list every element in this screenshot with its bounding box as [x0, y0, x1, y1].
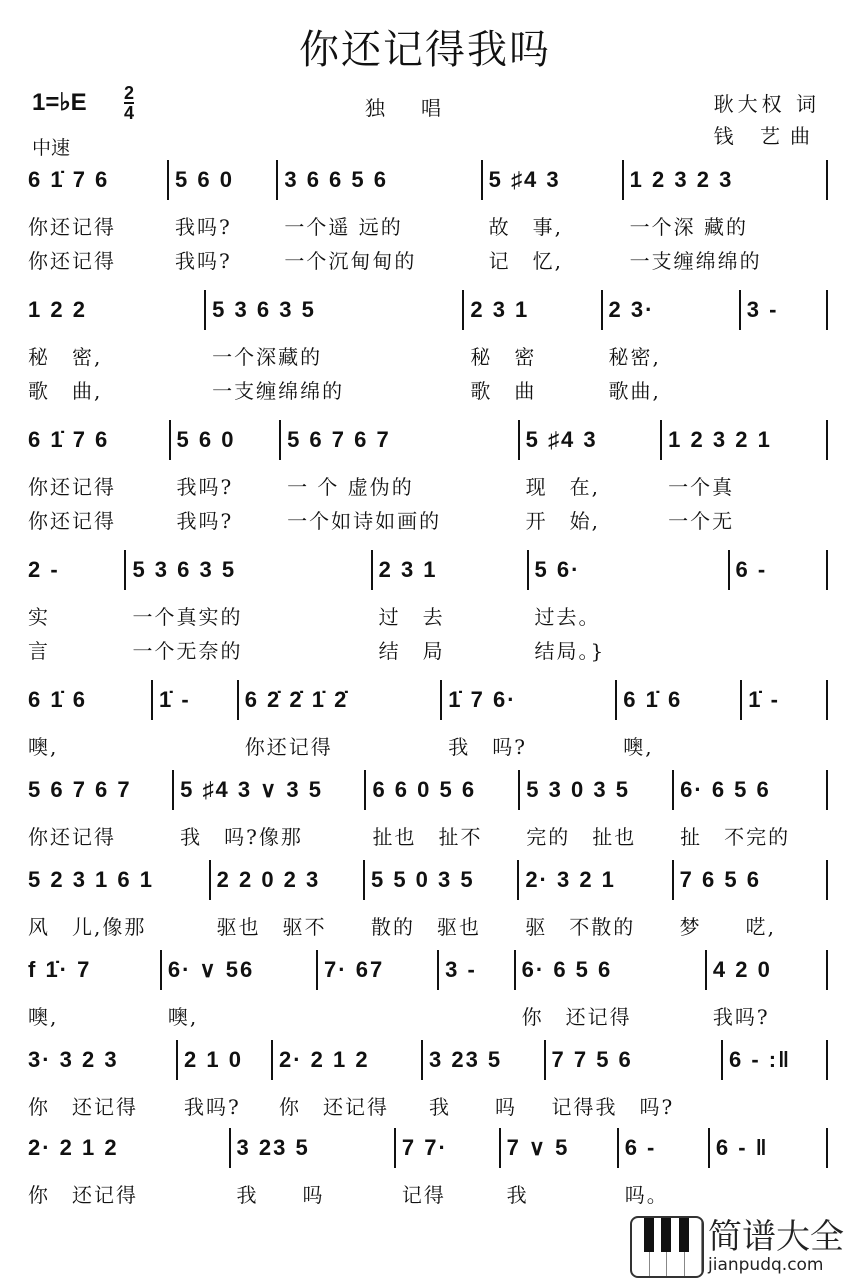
composer-credit: 钱 艺曲	[713, 124, 820, 148]
measure: 1 2 3 2 3	[624, 160, 828, 200]
lyric-segment: 噢,	[28, 735, 59, 759]
lyric-segment: 故 事,	[488, 215, 564, 239]
lyric-segment	[730, 638, 828, 664]
score-row	[28, 290, 828, 404]
time-signature	[124, 84, 134, 122]
measure: 7 ∨ 5	[501, 1128, 619, 1168]
measure: 5 6 7 6 7	[28, 770, 174, 810]
lyric-segment	[723, 1094, 828, 1120]
song-title: 你还记得我吗	[299, 27, 551, 73]
measure: 2 3 1	[464, 290, 602, 330]
lyric-segment: 我吗?	[176, 475, 234, 499]
lyric-segment: 你 还记得	[279, 1095, 389, 1119]
score-row	[28, 1040, 828, 1120]
lyric-segment: 一支缠绵绵的	[212, 379, 345, 403]
measure: 5 3 6 3 5	[126, 550, 372, 590]
lyric-segment: 秘 密	[470, 345, 537, 369]
lyric-segment: 我吗?	[175, 249, 232, 273]
lyric-segment: 你还记得	[244, 735, 333, 759]
lyric-segment: 记得我 吗?	[551, 1095, 675, 1119]
measure: 1̇ 7 6·	[442, 680, 617, 720]
lyric-segment: 你还记得	[28, 509, 116, 533]
measure: 3 6 6 5 6	[278, 160, 482, 200]
lyric-segment: 现 在,	[525, 475, 600, 499]
watermark-name: 简谱大全	[708, 1217, 844, 1257]
measure: 6 - :‖	[723, 1040, 828, 1080]
lyric-segment: 我 吗?像那	[180, 825, 303, 849]
measure: 6· ∨ 56	[162, 950, 318, 990]
score-row	[28, 950, 828, 1030]
lyric-segment: 你还记得	[28, 249, 116, 273]
lyric-segment: 过去。	[534, 605, 601, 629]
lyric-segment: 你还记得	[28, 215, 116, 239]
measure: 5 ♯4 3	[483, 160, 624, 200]
measure: 3 23 5	[423, 1040, 546, 1080]
lyric-segment: 扯也 扯不	[372, 825, 483, 849]
measure: 3 23 5	[231, 1128, 396, 1168]
lyric-segment: 一个无	[668, 509, 735, 533]
lyric-segment: 扯 不完的	[680, 825, 791, 849]
lyric-segment: 我吗?	[712, 1005, 770, 1029]
lyric-segment: 噢,	[623, 735, 654, 759]
lyric-segment: 歌曲,	[608, 379, 661, 403]
watermark-url: jianpudq.com	[708, 1255, 824, 1275]
measure: 1̇ -	[153, 680, 239, 720]
lyric-segment: 我 吗?	[448, 735, 528, 759]
measure: 6 -	[730, 550, 828, 590]
measure: 6 1̇ 6	[28, 680, 153, 720]
lyric-segment: 歌 曲,	[28, 379, 103, 403]
lyric-segment: 我	[506, 1183, 529, 1207]
lyric-segment: 言	[28, 639, 50, 663]
score-row	[28, 160, 828, 274]
lyric-segment: 我 吗	[236, 1183, 325, 1207]
lyric-segment	[742, 734, 828, 760]
lyric-segment: 一个遥 远的	[284, 215, 403, 239]
measure: 6 2̇ 2̇ 1̇ 2̇	[239, 680, 443, 720]
lyric-segment: 一支缠绵绵的	[629, 249, 762, 273]
lyric-segment	[741, 378, 828, 404]
measure: 5 6 0	[171, 420, 282, 460]
measure: 5 6 7 6 7	[281, 420, 520, 460]
measure: 2 2 0 2 3	[211, 860, 365, 900]
measure: 5 3 0 3 5	[520, 770, 674, 810]
lyric-segment: 驱也 驱不	[216, 915, 327, 939]
lyric-segment	[741, 344, 828, 370]
tempo-marking: 中速	[32, 137, 71, 159]
measure: 3· 3 2 3	[28, 1040, 178, 1080]
lyric-segment: 噢,	[167, 1005, 199, 1029]
measure: 5 6 0	[169, 160, 278, 200]
lyric-segment: 结局。}	[534, 639, 606, 663]
lyric-segment: 你还记得	[28, 475, 116, 499]
lyric-segment	[318, 1004, 439, 1030]
lyric-segment: 我 吗	[429, 1095, 517, 1119]
lyric-segment: 一个真实的	[132, 605, 243, 629]
lyric-segment: 一个深藏的	[212, 345, 323, 369]
measure: 7 7 5 6	[546, 1040, 724, 1080]
measure: 2· 2 1 2	[28, 1128, 231, 1168]
measure: 1 2 3 2 1	[662, 420, 828, 460]
time-signature-top: 2	[124, 83, 135, 103]
lyric-segment: 一个如诗如画的	[287, 509, 442, 533]
measure: 2· 3 2 1	[519, 860, 673, 900]
performance-type: 独唱	[365, 96, 477, 120]
lyric-segment: 一个深 藏的	[629, 215, 749, 239]
piano-icon	[630, 1216, 704, 1278]
measure: 3 -	[741, 290, 828, 330]
score-row	[28, 550, 828, 664]
measure: 5 5 0 3 5	[365, 860, 519, 900]
lyric-segment	[439, 1004, 516, 1030]
measure: 2 3 1	[373, 550, 529, 590]
measure: 7 7·	[396, 1128, 501, 1168]
lyric-segment: 我吗?	[175, 215, 232, 239]
measure: 7 6 5 6	[674, 860, 828, 900]
score-row	[28, 1128, 828, 1208]
measure: 2· 2 1 2	[273, 1040, 423, 1080]
measure: 2 1 0	[178, 1040, 273, 1080]
measure: 4 2 0	[707, 950, 828, 990]
lyric-segment: 你 还记得	[28, 1183, 138, 1207]
measure: 5 ♯4 3 ∨ 3 5	[174, 770, 366, 810]
lyric-segment: 一个无奈的	[132, 639, 243, 663]
lyric-segment: 开 始,	[525, 509, 600, 533]
lyric-segment: 秘密,	[608, 345, 661, 369]
lyric-segment: 你 还记得	[521, 1005, 632, 1029]
lyric-segment: 梦 呓,	[679, 915, 777, 939]
lyric-segment: 实	[28, 605, 50, 629]
measure: 3 -	[439, 950, 516, 990]
score-row	[28, 860, 828, 940]
measure: 6 - ‖	[710, 1128, 828, 1168]
lyric-segment: 完的 扯也	[526, 825, 637, 849]
measure: 6· 6 5 6	[674, 770, 828, 810]
measure: 6· 6 5 6	[516, 950, 707, 990]
lyric-segment: 过 去	[378, 605, 445, 629]
score-row	[28, 420, 828, 534]
measure: 7· 67	[318, 950, 439, 990]
lyric-segment: 吗。	[624, 1183, 669, 1207]
lyric-segment	[730, 604, 828, 630]
lyric-segment: 你 还记得	[28, 1095, 138, 1119]
lyric-segment: 一 个 虚伪的	[287, 475, 414, 499]
measure: 5 3 6 3 5	[206, 290, 464, 330]
lyric-segment: 噢,	[28, 1005, 59, 1029]
measure: 6 -	[619, 1128, 710, 1168]
measure: 5 2 3 1 6 1	[28, 860, 211, 900]
lyric-segment: 结 局	[378, 639, 445, 663]
lyric-segment: 驱 不散的	[525, 915, 636, 939]
measure: f 1̇· 7	[28, 950, 162, 990]
lyric-segment: 一个真	[668, 475, 735, 499]
measure: 6 6 0 5 6	[366, 770, 520, 810]
measure: 6 1̇ 6	[617, 680, 742, 720]
lyric-segment: 我吗?	[184, 1095, 241, 1119]
lyric-segment: 记 忆,	[488, 249, 564, 273]
watermark-logo	[630, 1216, 844, 1278]
key-signature: 1=♭E	[32, 89, 87, 116]
lyric-segment: 你还记得	[28, 825, 116, 849]
measure: 5 ♯4 3	[520, 420, 663, 460]
measure: 5 6·	[529, 550, 730, 590]
lyric-segment: 一个沉甸甸的	[284, 249, 417, 273]
time-signature-bottom: 4	[124, 103, 135, 123]
score-row	[28, 770, 828, 850]
measure: 6 1̇ 7 6	[28, 420, 171, 460]
lyric-segment	[710, 1182, 828, 1208]
lyric-segment: 秘 密,	[28, 345, 103, 369]
measure: 1 2 2	[28, 290, 206, 330]
lyric-segment	[153, 734, 239, 760]
lyricist-credit: 耿大权 词	[713, 92, 820, 116]
lyric-segment: 歌 曲	[470, 379, 537, 403]
lyric-segment: 我吗?	[176, 509, 234, 533]
measure: 2 3·	[603, 290, 741, 330]
lyric-segment: 散的 驱也	[370, 915, 481, 939]
measure: 6 1̇ 7 6	[28, 160, 169, 200]
lyric-segment: 记得	[401, 1183, 446, 1207]
score-row	[28, 680, 828, 760]
measure: 2 -	[28, 550, 126, 590]
measure: 1̇ -	[742, 680, 828, 720]
lyric-segment: 风 儿,像那	[28, 915, 147, 939]
